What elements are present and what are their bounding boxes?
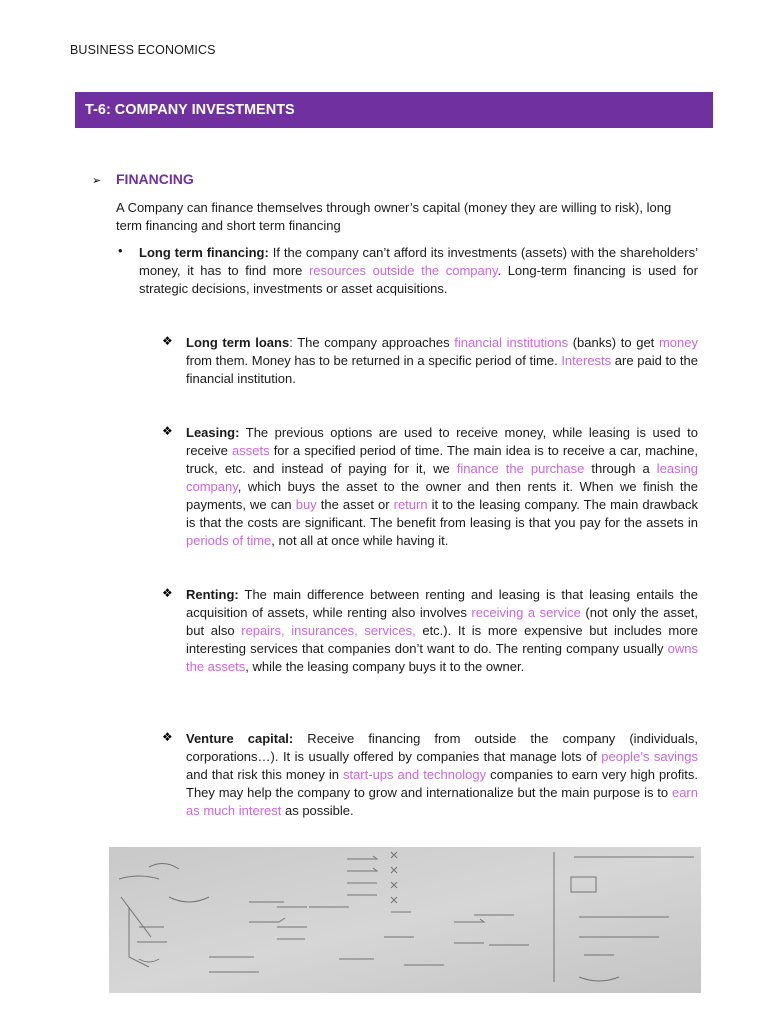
round-bullet-icon: • — [118, 243, 123, 258]
intro-paragraph: A Company can finance themselves through owner’s capital (money they are willing to risk), long term financing and short term financing — [116, 200, 672, 233]
highlight: start-ups and technology — [342, 767, 487, 782]
renting-paragraph: Renting: The main difference between renting and leasing is that leasing entails the acquisition of assets, while renting also involves receiving a service (not only the asset, but also repairs, insurances, services, etc.). It is more expensive but includes more interesting services that companies don’t want to do. The renting company usually owns the assets, while the leasing company buys it to the owner. — [186, 587, 698, 674]
section-heading — [92, 171, 194, 187]
highlight: return — [393, 497, 428, 512]
highlight: repairs, insurances, services, — [241, 623, 416, 638]
highlight: earn as much interest — [186, 785, 698, 818]
highlight: resources outside the company — [308, 263, 498, 278]
diamond-bullet-icon: ❖ — [162, 730, 173, 744]
whiteboard-photo — [109, 847, 701, 993]
highlight: finance the purchase — [456, 461, 585, 476]
venture-capital-paragraph: Venture capital: Receive financing from outside the company (individuals, corporations…). It is usually offered by companies that manage lots of people’s savings and that risk this money in start-ups and technology companies to earn very high profits. They may help the company to grow and internationalize but the main purpose is to earn as much interest as possible. — [186, 731, 699, 818]
highlight: financial institutions — [454, 335, 569, 350]
leasing-paragraph: Leasing: The previous options are used to receive money, while leasing is used to receive assets for a specified period of time. The main idea is to receive a car, machine, truck, etc. and instead of paying for it, we finance the purchase through a leasing company, which buys the asset to the owner and then rents it. When we finish the payments, we can buy the asset or return it to the leasing company. The main drawback is that the costs are significant. The benefit from leasing is that you pay for the assets in periods of time, not all at once while having it. — [186, 425, 698, 548]
term-label: Long term loans — [186, 335, 290, 350]
highlight: periods of time — [186, 533, 272, 548]
term-label: Renting: — [186, 587, 239, 602]
long-term-loans-paragraph: Long term loans: The company approaches financial institutions (banks) to get money from them. Money has to be returned in a specific period of time. Interests are paid to the financial institution. — [186, 335, 698, 386]
term-label: Leasing: — [186, 425, 240, 440]
highlight: assets — [232, 443, 270, 458]
title-banner — [75, 92, 713, 128]
document-header: BUSINESS ECONOMICS — [70, 43, 216, 57]
arrow-bullet-icon: ➢ — [92, 175, 102, 187]
highlight: owns the assets — [186, 641, 698, 674]
term-label: Venture capital: — [186, 731, 294, 746]
diamond-bullet-icon: ❖ — [162, 586, 173, 600]
long-term-financing-paragraph: Long term financing: If the company can’t afford its investments (assets) with the shareholders’ money, it has to find more resources outside the company. Long-term financing is used for strategic decisions, investments or asset acquisitions. — [139, 245, 698, 296]
highlight: Interests — [561, 353, 612, 368]
diamond-bullet-icon: ❖ — [162, 334, 173, 348]
highlight: money — [658, 335, 698, 350]
term-label: Long term financing: — [139, 245, 269, 260]
banner-title: T-6: COMPANY INVESTMENTS — [85, 102, 295, 118]
diamond-bullet-icon: ❖ — [162, 424, 173, 438]
highlight: buy — [295, 497, 317, 512]
highlight: receiving a service — [471, 605, 581, 620]
highlight: people’s savings — [601, 749, 699, 764]
section-title: FINANCING — [116, 171, 194, 187]
whiteboard-sketch — [109, 847, 701, 993]
highlight: leasing company — [186, 461, 698, 494]
